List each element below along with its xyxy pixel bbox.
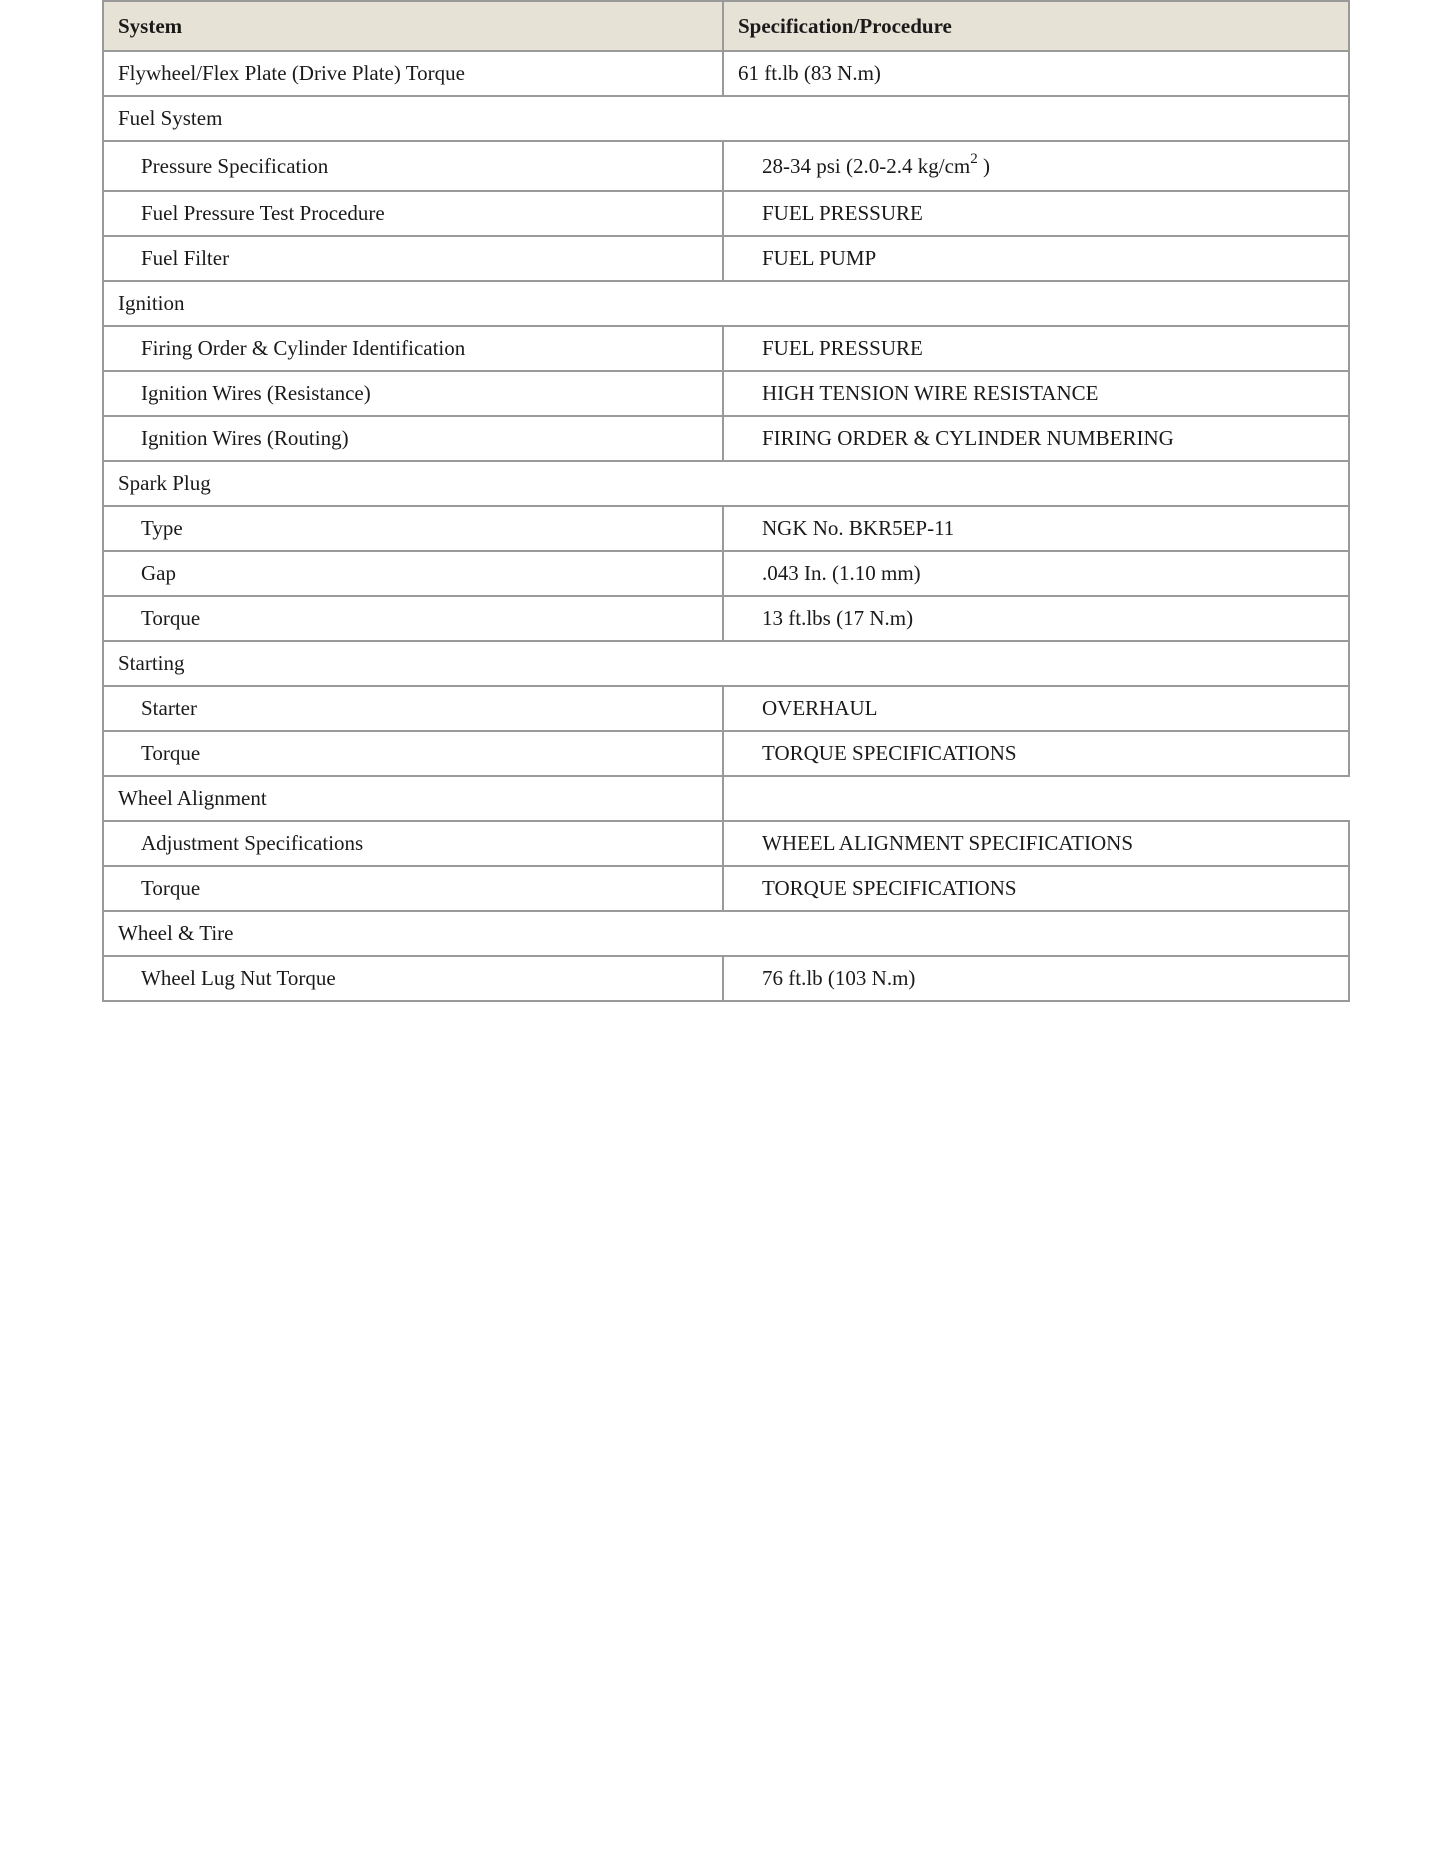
table-row [103,551,1349,596]
starter-label: Starter [103,686,723,731]
table-row [103,326,1349,371]
header-specification: Specification/Procedure [723,1,1349,51]
table-row [103,686,1349,731]
alignment-adjust-label: Adjustment Specifications [103,821,723,866]
header-system: System [103,1,723,51]
table-row [103,506,1349,551]
wires-routing-value: FIRING ORDER & CYLINDER NUMBERING [723,416,1349,461]
table-row [103,416,1349,461]
group-title: Fuel System [103,96,1349,141]
group-row-wheel-alignment [103,776,1349,821]
table-row [103,731,1349,776]
table-row [103,141,1349,191]
flywheel-label: Flywheel/Flex Plate (Drive Plate) Torque [103,51,723,96]
table-row [103,51,1349,96]
table-row [103,596,1349,641]
alignment-torque-value: TORQUE SPECIFICATIONS [723,866,1349,911]
spark-type-value: NGK No. BKR5EP-11 [723,506,1349,551]
group-row-wheel-tire [103,911,1349,956]
table-row [103,236,1349,281]
group-row-starting [103,641,1349,686]
starting-torque-label: Torque [103,731,723,776]
pressure-spec-value: 28-34 psi (2.0-2.4 $kg/cm^2$ ) [723,141,1349,191]
group-title: Wheel Alignment [103,776,723,821]
group-title: Wheel & Tire [103,911,1349,956]
alignment-torque-label: Torque [103,866,723,911]
group-row-spark-plug [103,461,1349,506]
flywheel-value: 61 ft.lb (83 N.m) [723,51,1349,96]
specifications-table [102,0,1350,1002]
firing-order-label: Firing Order & Cylinder Identification [103,326,723,371]
wires-resistance-label: Ignition Wires (Resistance) [103,371,723,416]
spark-torque-value: 13 ft.lbs (17 N.m) [723,596,1349,641]
table-row [103,866,1349,911]
lug-nut-label: Wheel Lug Nut Torque [103,956,723,1001]
starter-value: OVERHAUL [723,686,1349,731]
table-header-row [103,1,1349,51]
pressure-test-label: Fuel Pressure Test Procedure [103,191,723,236]
pressure-test-value: FUEL PRESSURE [723,191,1349,236]
table-row [103,821,1349,866]
pressure-spec-label: Pressure Specification [103,141,723,191]
lug-nut-value: 76 ft.lb (103 N.m) [723,956,1349,1001]
group-title: Spark Plug [103,461,1349,506]
group-row-ignition [103,281,1349,326]
alignment-adjust-value: WHEEL ALIGNMENT SPECIFICATIONS [723,821,1349,866]
firing-order-value: FUEL PRESSURE [723,326,1349,371]
table-row [103,371,1349,416]
wires-routing-label: Ignition Wires (Routing) [103,416,723,461]
table-row [103,191,1349,236]
group-title: Ignition [103,281,1349,326]
table-row [103,956,1349,1001]
fuel-filter-value: FUEL PUMP [723,236,1349,281]
spark-type-label: Type [103,506,723,551]
spark-torque-label: Torque [103,596,723,641]
spark-gap-value: .043 In. (1.10 mm) [723,551,1349,596]
group-row-fuel-system [103,96,1349,141]
wires-resistance-value: HIGH TENSION WIRE RESISTANCE [723,371,1349,416]
empty-cell [723,776,1349,821]
fuel-filter-label: Fuel Filter [103,236,723,281]
starting-torque-value: TORQUE SPECIFICATIONS [723,731,1349,776]
group-title: Starting [103,641,1349,686]
spark-gap-label: Gap [103,551,723,596]
